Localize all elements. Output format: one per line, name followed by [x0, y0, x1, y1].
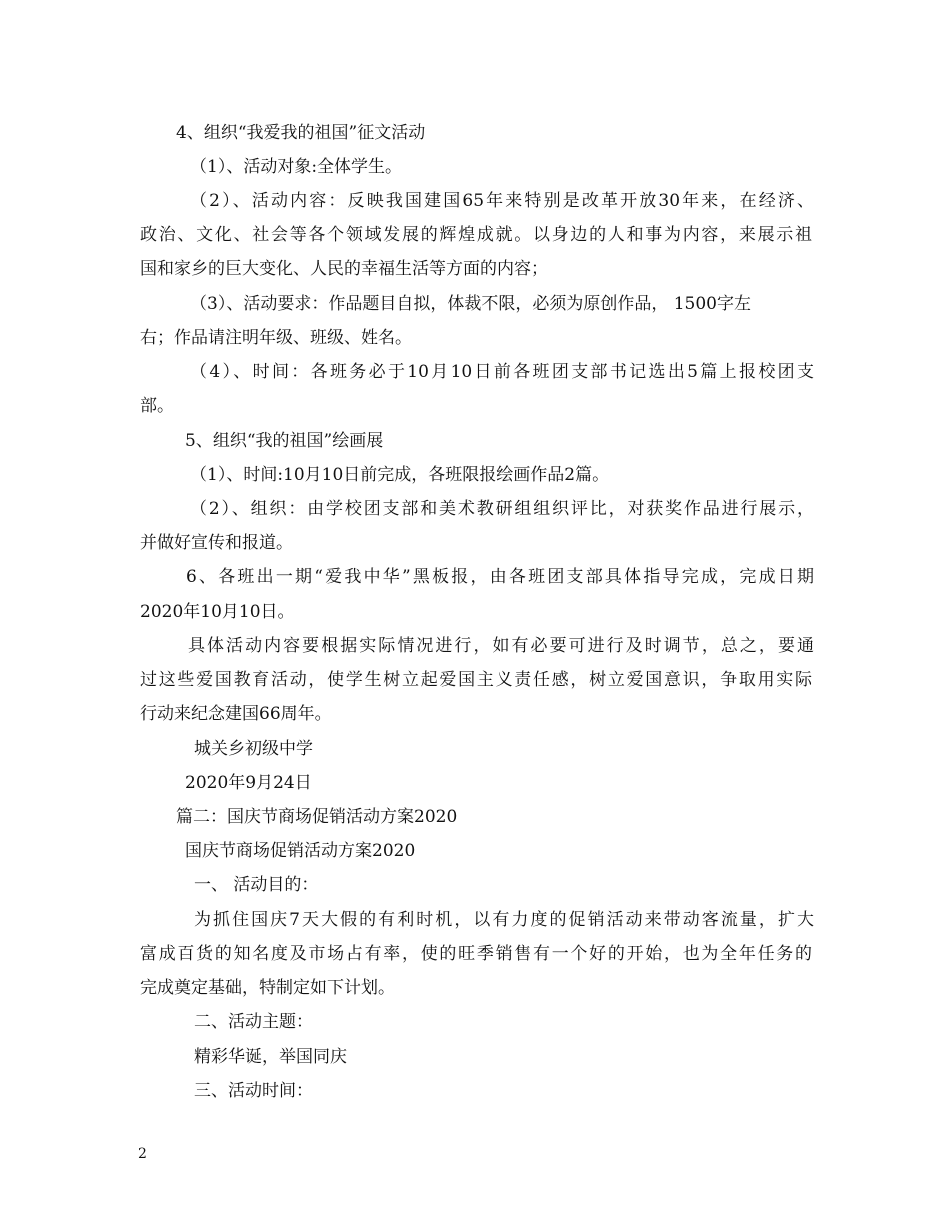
text-line: 三、活动时间：: [194, 1081, 313, 1101]
text-line: 4、组织“我爱我的祖国”征文活动: [176, 123, 426, 143]
text-line: （2）、活动内容：反映我国建国65年来特别是改革开放30年来，在经济、: [190, 191, 814, 211]
text-line: （3）、活动要求：作品题目自拟，体裁不限，必须为原创作品， 1500字左: [190, 294, 751, 314]
text-line: （1）、活动对象:全体学生。: [190, 157, 403, 177]
text-line: 2020年9月24日: [185, 773, 312, 793]
text-line: （4）、时间：各班务必于10月10日前各班团支部书记选出5篇上报校团支: [190, 362, 814, 382]
text-line: 并做好宣传和报道。: [140, 533, 293, 553]
text-line: 城关乡初级中学: [194, 739, 313, 759]
text-line: 部。: [140, 396, 174, 416]
text-line: （2）、组织：由学校团支部和美术教研组组织评比，对获奖作品进行展示，: [190, 499, 814, 519]
text-line: 二、活动主题：: [194, 1012, 313, 1032]
text-line: 国庆节商场促销活动方案2020: [185, 841, 416, 861]
text-line: 2020年10月10日。: [140, 602, 295, 622]
text-line: 政治、文化、社会等各个领域发展的辉煌成就。以身边的人和事为内容，来展示祖: [140, 225, 812, 245]
text-line: 富成百货的知名度及市场占有率，使的旺季销售有一个好的开始，也为全年任务的: [140, 944, 812, 964]
page-number: 2: [138, 1146, 147, 1162]
text-line: 过这些爱国教育活动，使学生树立起爱国主义责任感，树立爱国意识，争取用实际: [140, 670, 812, 690]
text-line: 精彩华诞，举国同庆: [194, 1047, 347, 1067]
text-line: 一、 活动目的：: [194, 875, 319, 895]
text-line: 6、各班出一期“爱我中华”黑板报，由各班团支部具体指导完成，完成日期: [186, 567, 814, 587]
text-line: 右；作品请注明年级、班级、姓名。: [140, 328, 412, 348]
text-line: 行动来纪念建国66周年。: [140, 704, 332, 724]
text-line: 国和家乡的巨大变化、人民的幸福生活等方面的内容；: [140, 259, 548, 279]
text-line: 篇二：国庆节商场促销活动方案2020: [176, 807, 458, 827]
text-line: 5、组织“我的祖国”绘画展: [185, 431, 384, 451]
text-line: （1）、时间:10月10日前完成，各班限报绘画作品2篇。: [190, 465, 610, 485]
text-line: 具体活动内容要根据实际情况进行，如有必要可进行及时调节，总之，要通: [188, 636, 814, 656]
text-line: 完成奠定基础，特制定如下计划。: [140, 978, 395, 998]
text-line: 为抓住国庆7天大假的有利时机，以有力度的促销活动来带动客流量，扩大: [194, 910, 814, 930]
